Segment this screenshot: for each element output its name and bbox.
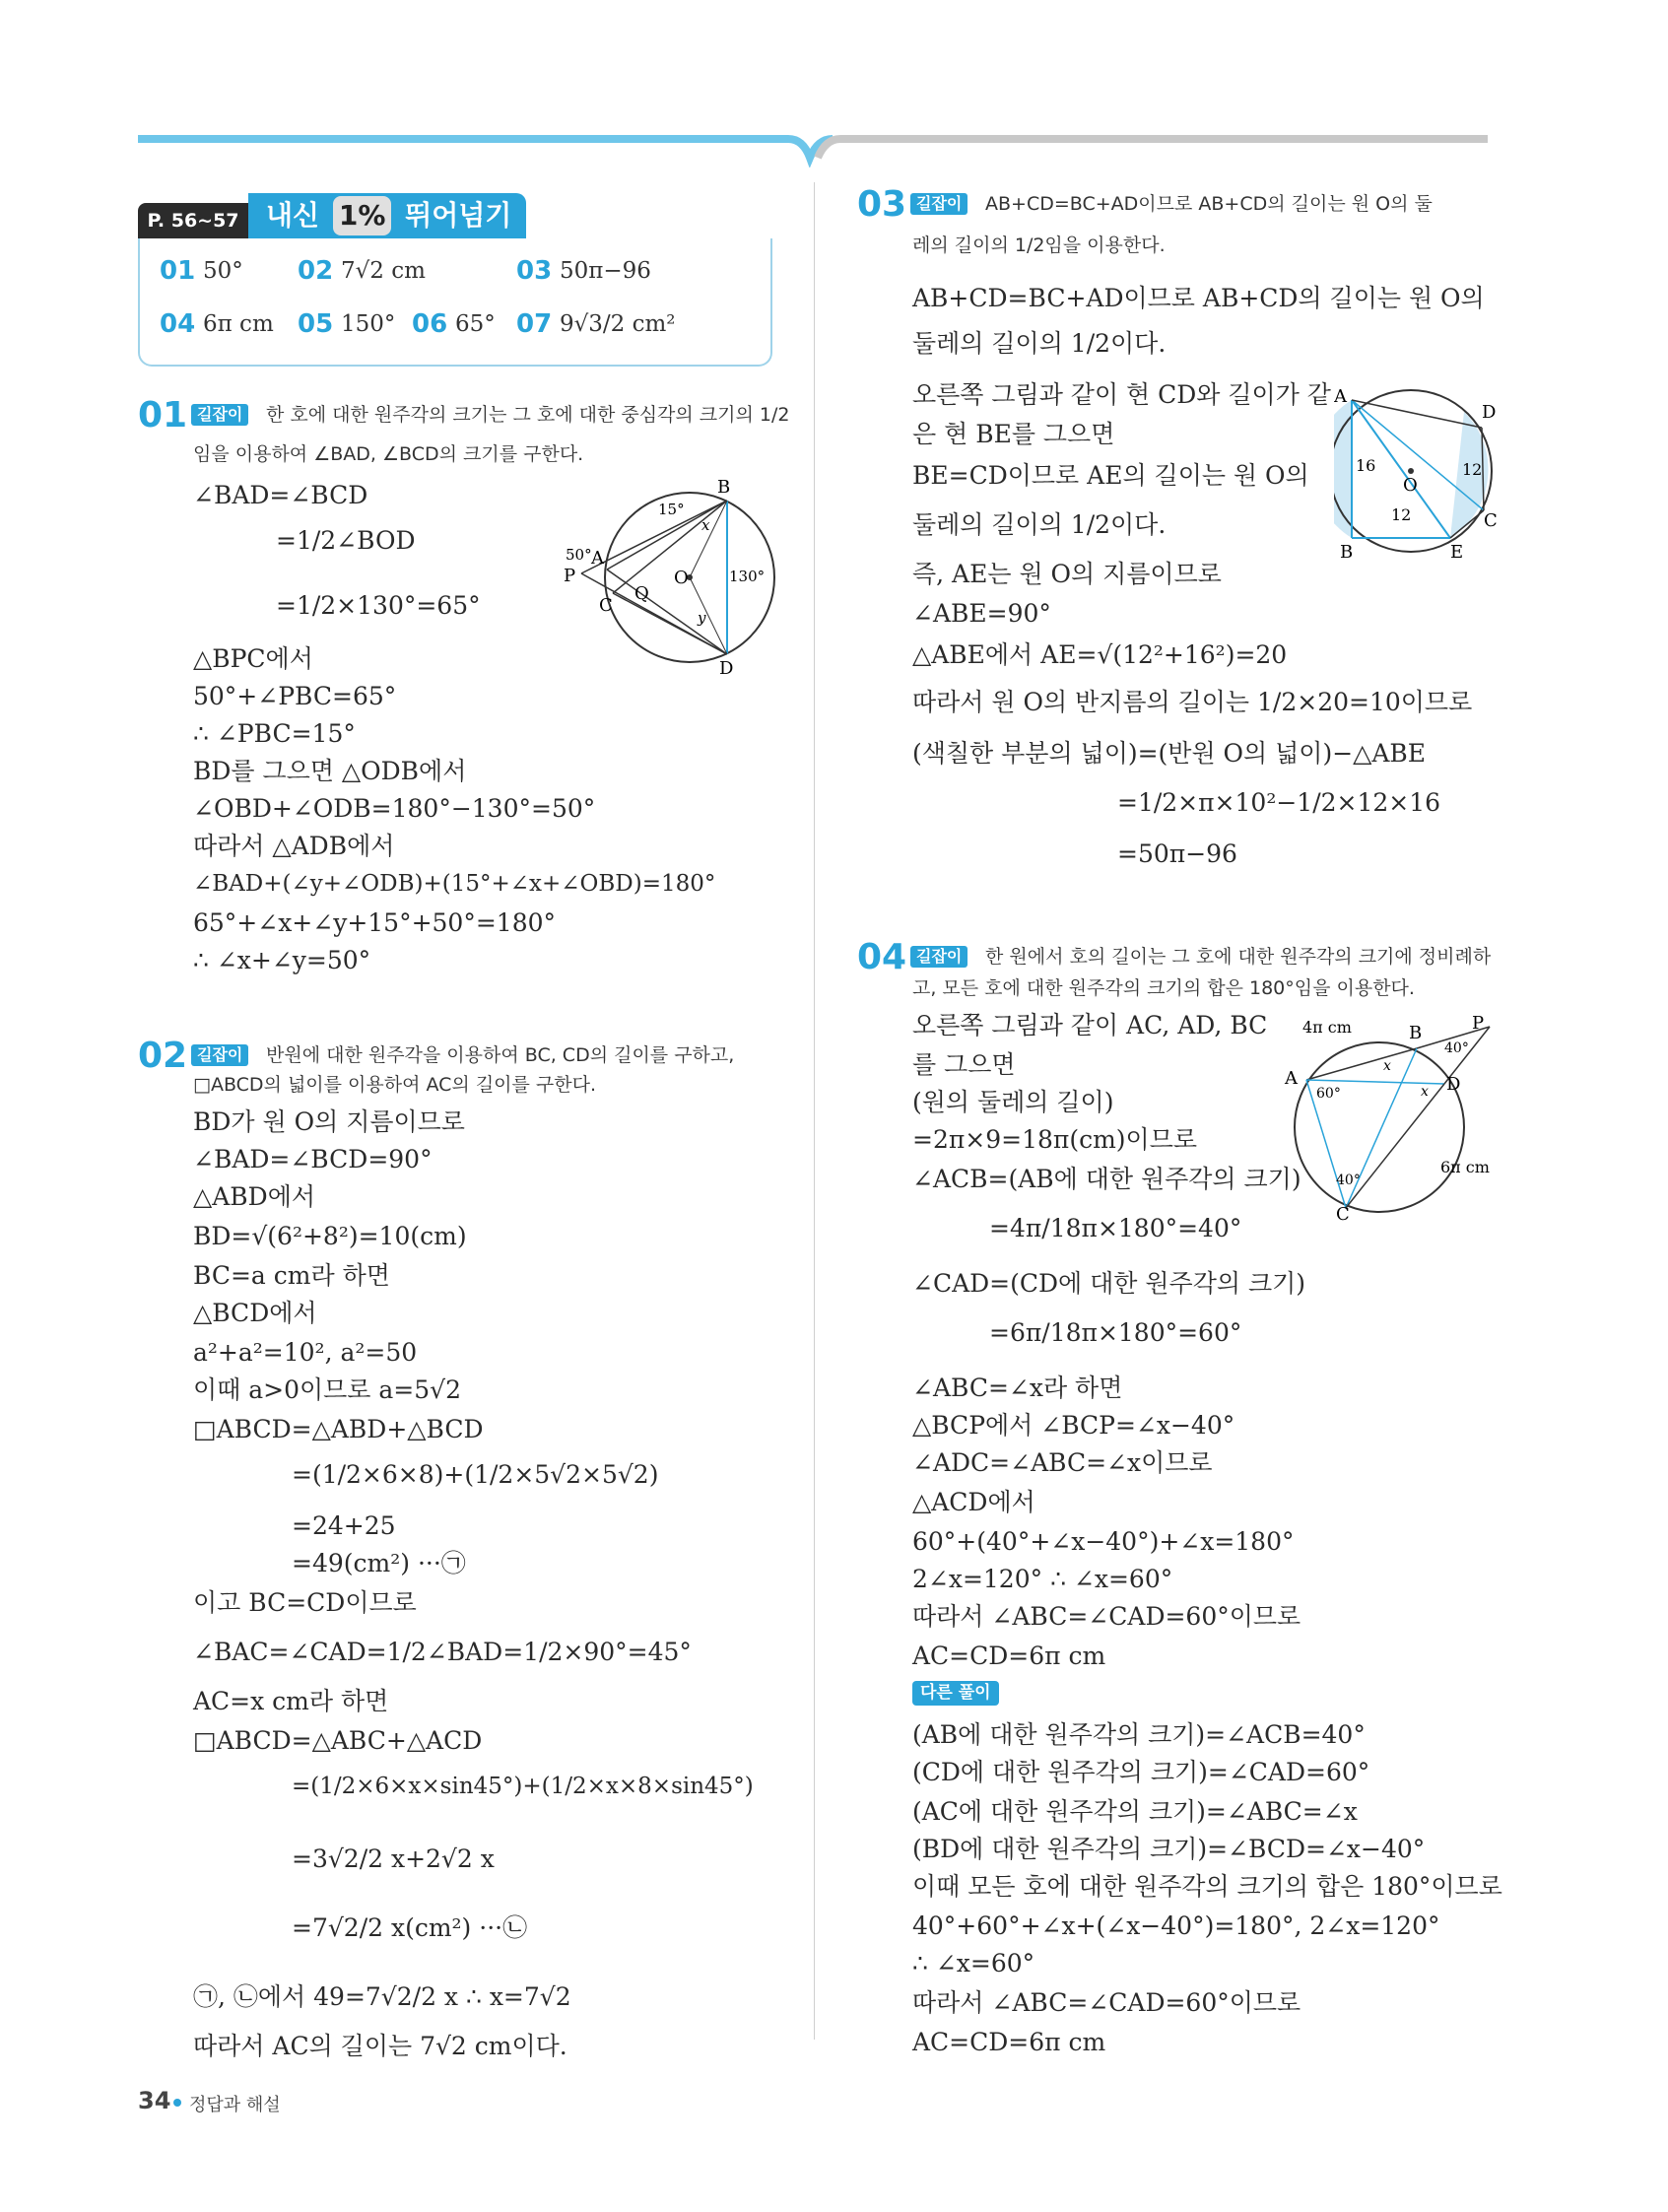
q01-line: ∴ ∠x+∠y=50°	[193, 946, 371, 974]
q04-line: 따라서 ∠ABC=∠CAD=60°이므로	[912, 1602, 1301, 1631]
question-number-01: 01	[138, 395, 188, 436]
guide-badge: 길잡이	[191, 1044, 248, 1066]
answer-num: 04	[160, 309, 196, 339]
q03-guide-line-2: 레의 길이의 1/2임을 이용한다.	[912, 235, 1166, 256]
q04-line: ∠ACB=(AB에 대한 원주각의 크기)	[912, 1165, 1301, 1193]
fig-label-B: B	[1409, 1023, 1423, 1043]
fig-angle-130: 130°	[729, 568, 766, 585]
q03-line: 즉, AE는 원 O의 지름이므로	[912, 560, 1222, 588]
fig-label-O: O	[1403, 475, 1418, 496]
guide-badge: 길잡이	[910, 193, 967, 215]
q04-line: =2π×9=18π(cm)이므로	[912, 1125, 1197, 1154]
q02-line: □ABCD=△ABD+△BCD	[193, 1415, 484, 1443]
alt-solution-badge: 다른 풀이	[912, 1681, 999, 1706]
q04-alt-line: (AC에 대한 원주각의 크기)=∠ABC=∠x	[912, 1797, 1358, 1826]
answer-num: 06	[412, 309, 448, 339]
q04-guide-line-1: 한 원에서 호의 길이는 그 호에 대한 원주각의 크기에 정비례하	[985, 946, 1492, 968]
answer-val: 50π−96	[560, 258, 651, 284]
fig-angle-x1: x	[1383, 1058, 1391, 1074]
q04-line: =4π/18π×180°=40°	[989, 1214, 1242, 1242]
question-number-04: 04	[857, 937, 907, 977]
fig-side-12b: 12	[1391, 505, 1412, 524]
q02-line: 이고 BC=CD이므로	[193, 1588, 417, 1617]
answer-num: 03	[516, 256, 553, 286]
q01-line: ∠BAD=∠BCD	[193, 481, 368, 509]
q03-line: AB+CD=BC+AD이므로 AB+CD의 길이는 원 O의	[912, 284, 1485, 312]
q04-line: △ACD에서	[912, 1488, 1035, 1516]
q03-line: =1/2×π×10²−1/2×12×16	[1117, 788, 1441, 817]
fig-label-E: E	[1450, 542, 1464, 558]
q02-line: ㉠, ㉡에서 49=7√2/2 x ∴ x=7√2	[193, 1982, 571, 2011]
q01-guide-line-2: 임을 이용하여 ∠BAD, ∠BCD의 크기를 구한다.	[193, 443, 584, 465]
fig-angle-50: 50°	[566, 546, 592, 564]
q04-alt-line: (AB에 대한 원주각의 크기)=∠ACB=40°	[912, 1720, 1366, 1749]
q01-line: ∠OBD+∠ODB=180°−130°=50°	[193, 794, 596, 823]
q01-guide-line-1: 한 호에 대한 원주각의 크기는 그 호에 대한 중심각의 크기의 1/2	[266, 404, 790, 426]
fig-angle-60: 60°	[1316, 1086, 1341, 1102]
answer-row-2	[160, 305, 761, 355]
q02-line: a²+a²=10², a²=50	[193, 1338, 418, 1367]
q02-line: BD=√(6²+8²)=10(cm)	[193, 1222, 467, 1250]
q04-line: ∠CAD=(CD에 대한 원주각의 크기)	[912, 1269, 1305, 1298]
q04-line: AC=CD=6π cm	[912, 1642, 1106, 1670]
fig-angle-x: x	[701, 516, 710, 534]
q01-line: =1/2∠BOD	[276, 526, 416, 555]
section-title-badge: 1%	[333, 196, 392, 235]
q02-line: =3√2/2 x+2√2 x	[292, 1844, 495, 1873]
q02-line: 따라서 AC의 길이는 7√2 cm이다.	[193, 2032, 567, 2060]
page-ref-label: P. 56~57	[147, 210, 239, 232]
q04-guide-line-2: 고, 모든 호에 대한 원주각의 크기의 합은 180°임을 이용한다.	[912, 977, 1415, 999]
q04-alt-line: AC=CD=6π cm	[912, 2028, 1106, 2056]
q01-line: 50°+∠PBC=65°	[193, 682, 397, 710]
answer-val: 9√3/2 cm²	[560, 311, 676, 337]
q04-circle-figure	[1281, 1015, 1507, 1222]
q01-line: ∠BAD+(∠y+∠ODB)+(15°+∠x+∠OBD)=180°	[193, 871, 716, 897]
q04-alt-line: 따라서 ∠ABC=∠CAD=60°이므로	[912, 1988, 1301, 2017]
fig-label-B: B	[1340, 542, 1354, 558]
fig-angle-40c: 40°	[1336, 1173, 1361, 1188]
q03-line: △ABE에서 AE=√(12²+16²)=20	[912, 640, 1288, 669]
q02-guide-line-2: □ABCD의 넓이를 이용하여 AC의 길이를 구한다.	[193, 1074, 597, 1096]
q03-line: 둘레의 길이의 1/2이다.	[912, 510, 1167, 539]
q02-line: =(1/2×6×x×sin45°)+(1/2×x×8×sin45°)	[292, 1774, 754, 1799]
fig-angle-40p: 40°	[1444, 1040, 1469, 1056]
q03-line: 둘레의 길이의 1/2이다.	[912, 329, 1167, 358]
q02-guide-line-1: 반원에 대한 원주각을 이용하여 BC, CD의 길이를 구하고,	[266, 1044, 735, 1066]
q03-line: BE=CD이므로 AE의 길이는 원 O의	[912, 461, 1309, 490]
q03-line: ∠ABE=90°	[912, 599, 1051, 628]
q01-line: △BPC에서	[193, 644, 313, 673]
q04-alt-line: 이때 모든 호에 대한 원주각의 크기의 합은 180°이므로	[912, 1872, 1502, 1901]
q02-line: =(1/2×6×8)+(1/2×5√2×5√2)	[292, 1460, 659, 1489]
section-title-post: 뛰어넘기	[405, 199, 512, 232]
fig-label-A: A	[1285, 1068, 1298, 1089]
fig-angle-15: 15°	[658, 501, 685, 518]
q04-line: 오른쪽 그림과 같이 AC, AD, BC	[912, 1011, 1268, 1039]
q02-line: =49(cm²) ···㉠	[292, 1549, 466, 1577]
fig-label-C: C	[599, 595, 613, 616]
fig-label-A: A	[1334, 386, 1347, 407]
fig-side-16: 16	[1356, 456, 1376, 475]
q04-alt-line: ∴ ∠x=60°	[912, 1949, 1035, 1977]
footer-label: 정답과 해설	[189, 2095, 281, 2115]
answer-num: 07	[516, 309, 553, 339]
q01-line: BD를 그으면 △ODB에서	[193, 757, 467, 785]
fig-arc-cd: 6π cm	[1440, 1158, 1490, 1176]
q02-line: ∠BAC=∠CAD=1/2∠BAD=1/2×90°=45°	[193, 1638, 692, 1666]
fig-label-Q: Q	[634, 583, 649, 604]
q01-line: ∴ ∠PBC=15°	[193, 719, 356, 748]
q04-line: ∠ABC=∠x라 하면	[912, 1374, 1123, 1402]
answer-val: 6π cm	[203, 311, 274, 337]
section-title-pre: 내신	[266, 199, 320, 232]
fig-label-A: A	[591, 548, 604, 569]
answer-row-1	[160, 254, 751, 294]
fig-label-C: C	[1484, 510, 1498, 531]
answer-val: 7√2 cm	[341, 258, 426, 284]
guide-badge: 길잡이	[910, 946, 967, 968]
guide-badge: 길잡이	[191, 404, 248, 426]
q02-line: =7√2/2 x(cm²) ···㉡	[292, 1913, 528, 1942]
q03-line: (색칠한 부분의 넓이)=(반원 O의 넓이)−△ABE	[912, 739, 1427, 768]
q01-line: 따라서 △ADB에서	[193, 832, 395, 860]
question-number-03: 03	[857, 184, 907, 225]
q02-line: ∠BAD=∠BCD=90°	[193, 1145, 433, 1173]
fig-label-P: P	[564, 566, 576, 586]
answer-val: 50°	[203, 258, 243, 284]
q03-line: 따라서 원 O의 반지름의 길이는 1/2×20=10이므로	[912, 688, 1473, 716]
page-ref-tab	[138, 203, 248, 238]
q02-line: BD가 원 O의 지름이므로	[193, 1107, 465, 1136]
q04-alt-line: (CD에 대한 원주각의 크기)=∠CAD=60°	[912, 1758, 1370, 1786]
q04-line: 2∠x=120° ∴ ∠x=60°	[912, 1565, 1173, 1593]
page-number: 34	[138, 2087, 171, 2114]
fig-label-P: P	[1472, 1015, 1485, 1034]
q04-line: (원의 둘레의 길이)	[912, 1088, 1114, 1116]
q03-guide-line-1: AB+CD=BC+AD이므로 AB+CD의 길이는 원 O의 둘	[985, 193, 1433, 215]
q04-line: △BCP에서 ∠BCP=∠x−40°	[912, 1411, 1235, 1440]
q01-circle-figure	[552, 479, 788, 676]
answer-num: 05	[298, 309, 334, 339]
fig-label-B: B	[717, 479, 731, 498]
section-title	[248, 193, 526, 238]
q02-line: △ABD에서	[193, 1182, 315, 1211]
q02-line: =24+25	[292, 1511, 396, 1540]
q02-line: 이때 a>0이므로 a=5√2	[193, 1375, 461, 1404]
column-divider	[814, 182, 815, 2040]
fig-label-O: O	[674, 568, 689, 588]
q03-circle-figure	[1334, 380, 1501, 558]
q04-line: ∠ADC=∠ABC=∠x이므로	[912, 1448, 1213, 1477]
fig-side-12a: 12	[1462, 460, 1483, 479]
q04-line: =6π/18π×180°=60°	[989, 1318, 1242, 1347]
answer-val: 65°	[455, 311, 496, 337]
fig-label-D: D	[719, 658, 734, 676]
q04-line: 60°+(40°+∠x−40°)+∠x=180°	[912, 1527, 1295, 1556]
q03-line: =50π−96	[1117, 839, 1237, 868]
answer-val: 150°	[341, 311, 396, 337]
q02-line: △BCD에서	[193, 1299, 317, 1327]
fig-label-D: D	[1446, 1074, 1461, 1095]
fig-arc-ab: 4π cm	[1302, 1018, 1352, 1037]
q02-line: BC=a cm라 하면	[193, 1261, 390, 1290]
q01-line: 65°+∠x+∠y+15°+50°=180°	[193, 908, 557, 937]
q04-alt-line: (BD에 대한 원주각의 크기)=∠BCD=∠x−40°	[912, 1835, 1426, 1863]
fig-angle-x2: x	[1421, 1084, 1429, 1100]
q03-line: 은 현 BE를 그으면	[912, 420, 1115, 448]
fig-label-D: D	[1482, 402, 1497, 423]
q04-line: 를 그으면	[912, 1050, 1016, 1079]
top-header-bars	[0, 0, 1668, 168]
q04-alt-line: 40°+60°+∠x+(∠x−40°)=180°, 2∠x=120°	[912, 1911, 1440, 1940]
question-number-02: 02	[138, 1036, 188, 1076]
answer-num: 02	[298, 256, 334, 286]
q02-line: □ABCD=△ABC+△ACD	[193, 1726, 483, 1755]
fig-angle-y: y	[698, 609, 706, 627]
answer-num: 01	[160, 256, 196, 286]
footer-dot	[173, 2099, 181, 2107]
q01-line: =1/2×130°=65°	[276, 591, 481, 620]
q02-line: AC=x cm라 하면	[193, 1687, 389, 1715]
q03-line: 오른쪽 그림과 같이 현 CD와 길이가 같	[912, 380, 1331, 409]
fig-label-C: C	[1336, 1204, 1350, 1222]
